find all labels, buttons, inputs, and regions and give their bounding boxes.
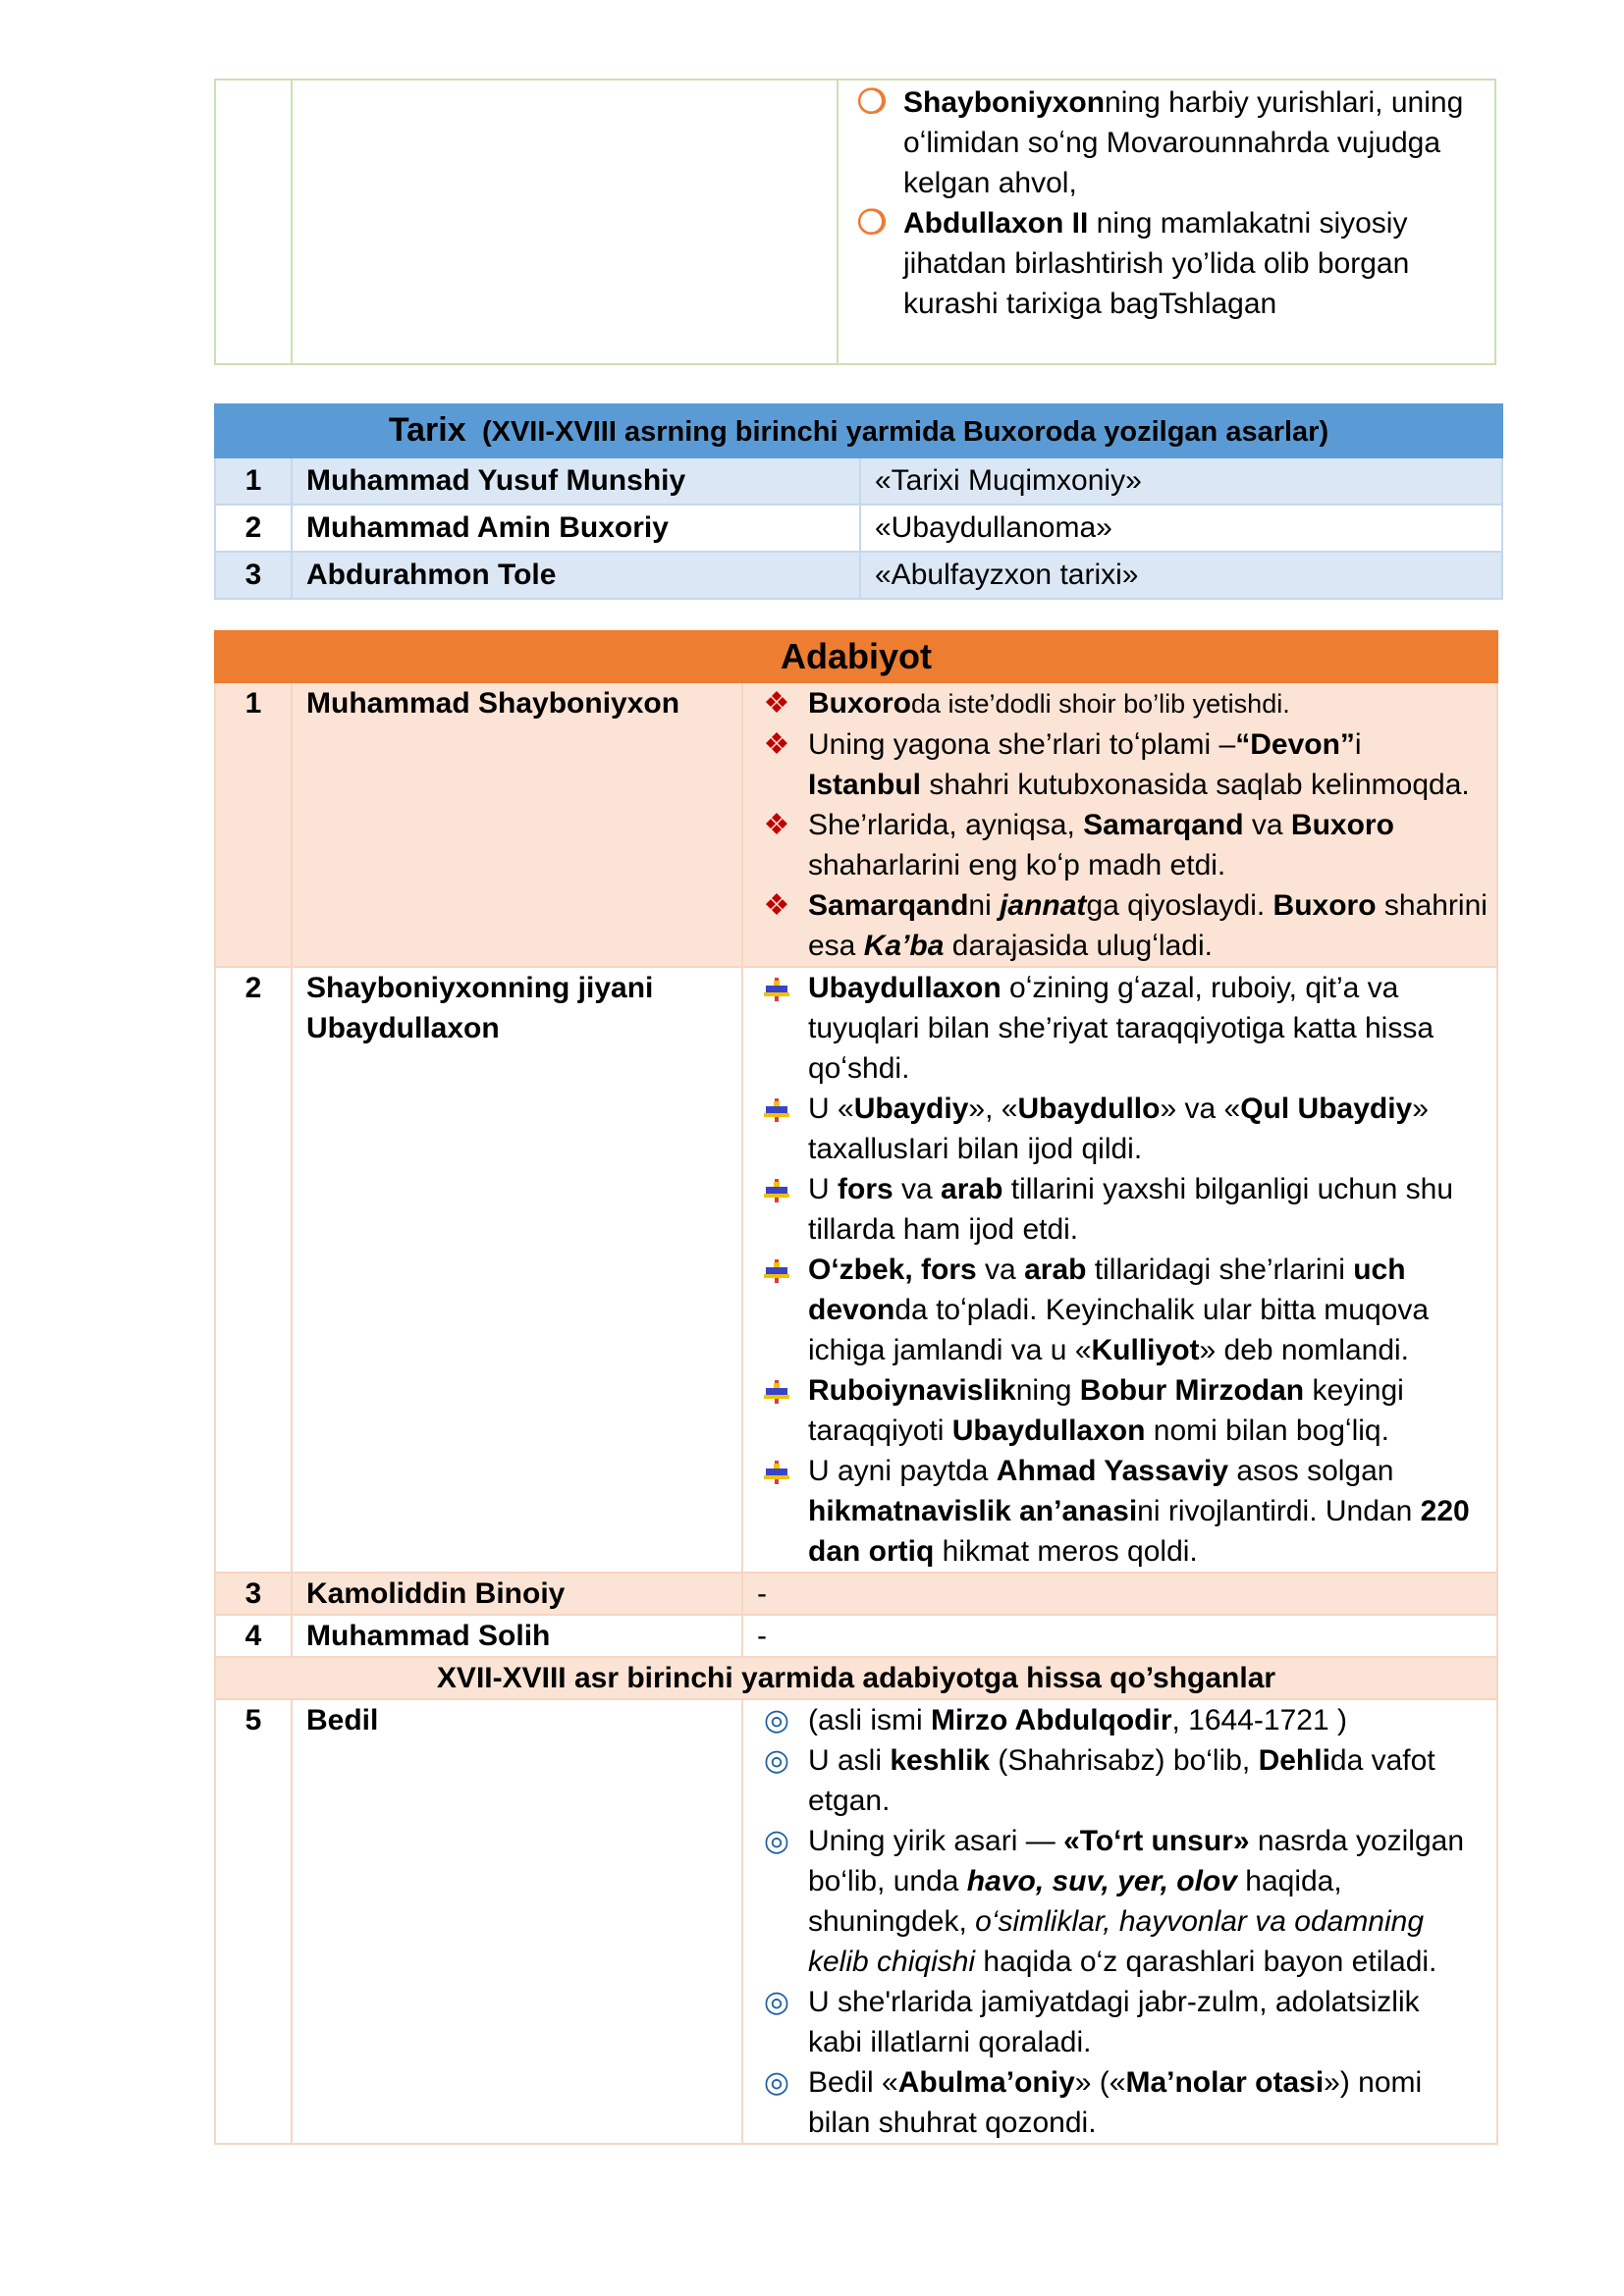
push-pin-bullet-icon — [757, 1089, 796, 1129]
text-run: asos solgan — [1228, 1455, 1394, 1487]
poet-name — [292, 682, 742, 967]
author-name: Muhammad Amin Buxoriy — [292, 505, 860, 552]
text-run: ning mamlakatni siyosiy — [1088, 207, 1408, 240]
content-cell — [742, 1615, 1497, 1657]
text-run: tillaridagi she’rlarini — [1086, 1254, 1354, 1286]
text-run: Samarqand — [808, 889, 969, 922]
text-run: i — [1354, 728, 1362, 761]
text-run: nomi bilan bogʻliq. — [1145, 1415, 1389, 1447]
item-text — [808, 809, 1394, 881]
item-text — [808, 728, 1470, 801]
text-run: shahri kutubxonasida saqlab kelinmoqda. — [921, 769, 1470, 801]
table-row — [215, 1699, 1497, 2144]
title-sub: (XVII-XVIII asrning birinchi yarmida Buxoroda yozilgan asarlar) — [481, 416, 1329, 448]
text-run: keshlik — [890, 1744, 991, 1777]
text-run: tuyuqlari bilan she’riyat taraqqiyotiga katta hissa — [808, 1012, 1435, 1044]
item-text — [808, 1254, 1429, 1366]
text-run: va — [976, 1254, 1025, 1286]
list-item — [743, 805, 1496, 885]
list-item — [743, 1169, 1496, 1250]
item-text — [808, 1093, 1429, 1165]
text-run: shahrini — [1376, 889, 1488, 922]
bullet-list — [839, 82, 1494, 324]
name-cell — [292, 80, 838, 364]
table-row — [215, 1615, 1497, 1657]
text-run: haqida o‘z qarashlari bayon etiladi. — [975, 1946, 1437, 1978]
circle-bullet-icon: ❍ — [856, 83, 888, 121]
poet-name — [292, 1699, 742, 2144]
text-run: fors — [838, 1173, 893, 1205]
ring-bullet-icon: ◎ — [763, 2066, 790, 2099]
item-text — [808, 889, 1488, 962]
table-title — [215, 404, 1502, 457]
text-run: 220 — [1420, 1495, 1470, 1527]
item-text — [808, 1744, 1435, 1817]
text-run: shaharlarini eng koʻp madh etdi. — [808, 849, 1226, 881]
text-run: dan ortiq — [808, 1535, 935, 1568]
content-cell — [742, 1573, 1497, 1615]
push-pin-bullet-icon — [757, 1169, 796, 1209]
text-run: » — [1412, 1093, 1429, 1125]
push-pin-bullet-icon — [757, 1250, 796, 1290]
text-run: Buxoro — [1272, 889, 1377, 922]
push-pin-bullet-icon — [757, 1451, 796, 1491]
adabiyot-table — [214, 630, 1498, 2145]
text-run: “Devon” — [1235, 728, 1355, 761]
text-run: devon — [808, 1294, 895, 1326]
ring-bullet-icon: ◎ — [763, 1986, 790, 2018]
text-run: da iste’dodli shoir bo’lib yetishdi. — [911, 689, 1290, 719]
text-run: Ma’nolar otasi — [1125, 2066, 1325, 2099]
list-item — [743, 1982, 1496, 2062]
text-run: jannat — [1000, 889, 1087, 922]
text-run: Ubaydullaxon — [951, 1415, 1146, 1447]
list-item — [743, 1451, 1496, 1572]
text-run: tillarini yaxshi bilganligi uchun shu — [1002, 1173, 1454, 1205]
item-text — [808, 1825, 1464, 1978]
text-run: ga qiyoslaydi. — [1086, 889, 1273, 922]
list-item — [743, 2062, 1496, 2143]
text-run: » deb nomlandi. — [1199, 1334, 1410, 1366]
text-run: hikmat meros qoldi. — [934, 1535, 1198, 1568]
text-run: Samarqand — [1083, 809, 1244, 841]
diamond-bullet-icon: ❖ — [763, 687, 790, 720]
ring-bullet-icon: ◎ — [763, 1704, 790, 1736]
text-run: Bobur Mirzodan — [1079, 1374, 1305, 1407]
text-run: haqida, — [1236, 1865, 1342, 1897]
text-run: O‘zbek, fors — [808, 1254, 977, 1286]
name-line: Kamoliddin Binoiy — [306, 1577, 566, 1610]
author-name: Abdurahmon Tole — [292, 552, 860, 599]
text-run: hikmatnavislik an’anasi — [808, 1495, 1138, 1527]
dash-text: - — [757, 1577, 767, 1610]
text-run: ni — [968, 889, 1001, 922]
work-title: «Ubaydullanoma» — [860, 505, 1502, 552]
text-run: shuningdek, — [808, 1905, 976, 1938]
text-run: jihatdan birlashtirish yo’lida olib borgan — [903, 247, 1410, 280]
name-line: Shayboniyxonning jiyani — [306, 972, 654, 1004]
text-run: ichiga jamlandi va u « — [808, 1334, 1092, 1366]
row-number: 1 — [215, 457, 292, 505]
text-run: oʻlimidan soʻng Movarounnahrda vujudga — [903, 127, 1441, 159]
text-run: Kulliyot — [1091, 1334, 1200, 1366]
item-text — [808, 1704, 1347, 1736]
text-run: etgan. — [808, 1785, 891, 1817]
bullet-list — [743, 1700, 1496, 2143]
text-run: bo‘lib, unda — [808, 1865, 967, 1897]
item-text — [808, 687, 1290, 720]
text-run: » va « — [1160, 1093, 1241, 1125]
row-number: 2 — [215, 967, 292, 1573]
subheader-text: XVII-XVIII asr birinchi yarmida adabiyotga hissa qo’shganlar — [215, 1657, 1497, 1699]
content-cell — [742, 967, 1497, 1573]
number-cell — [215, 80, 292, 364]
text-run: Ahmad Yassaviy — [996, 1455, 1229, 1487]
text-run: U ayni paytda — [808, 1455, 997, 1487]
text-run: Buxoro — [808, 687, 911, 720]
diamond-bullet-icon: ❖ — [763, 809, 790, 841]
text-run: Abdullaxon II — [903, 207, 1089, 240]
text-run: (Shahrisabz) bo‘lib, — [990, 1744, 1259, 1777]
title-main: Tarix — [388, 411, 466, 449]
text-run: Qul Ubaydiy — [1240, 1093, 1413, 1125]
text-run: Abulma’oniy — [897, 2066, 1075, 2099]
item-text — [808, 1374, 1404, 1447]
text-run: » (« — [1074, 2066, 1126, 2099]
poet-name — [292, 1615, 742, 1657]
text-run: va — [1243, 809, 1291, 841]
text-run: nasrda yozilgan — [1249, 1825, 1465, 1857]
text-run: esa — [808, 930, 864, 962]
text-run: ning harbiy yurishlari, uning — [1105, 86, 1464, 119]
list-item — [743, 968, 1496, 1089]
text-run: havo, suv, yer, olov — [966, 1865, 1237, 1897]
list-item — [743, 1250, 1496, 1370]
text-run: Ka’ba — [863, 930, 945, 962]
text-run: (asli ismi — [808, 1704, 931, 1736]
circle-bullet-icon: ❍ — [856, 204, 888, 241]
text-run: Ubaydiy — [853, 1093, 969, 1125]
text-run: tillarda ham ijod etdi. — [808, 1213, 1079, 1246]
dash-text: - — [757, 1620, 767, 1652]
subheader-row — [215, 1657, 1497, 1699]
text-run: Shayboniyxon — [903, 86, 1106, 119]
text-run: bilan shuhrat qozondi. — [808, 2107, 1097, 2139]
table-header — [215, 631, 1497, 682]
text-run: keyingi — [1304, 1374, 1404, 1407]
list-item — [839, 203, 1494, 324]
text-run: kelgan ahvol, — [903, 167, 1077, 199]
list-item — [839, 82, 1494, 203]
text-run: «To‘rt unsur» — [1063, 1825, 1250, 1857]
text-run: ») nomi — [1324, 2066, 1423, 2099]
work-title: «Tarixi Muqimxoniy» — [860, 457, 1502, 505]
text-run: taxallusIari bilan ijod qildi. — [808, 1133, 1143, 1165]
table-row — [215, 80, 1495, 364]
text-run: o‘simliklar, hayvonlar va odamning — [975, 1905, 1425, 1938]
table-row — [215, 1573, 1497, 1615]
text-run: taraqqiyoti — [808, 1415, 952, 1447]
row-number: 5 — [215, 1699, 292, 2144]
poet-name — [292, 967, 742, 1573]
text-run: Dehli — [1258, 1744, 1330, 1777]
item-text — [808, 1455, 1470, 1568]
item-text — [903, 86, 1463, 199]
push-pin-bullet-icon — [757, 968, 796, 1008]
content-cell — [742, 682, 1497, 967]
table-title: Adabiyot — [215, 631, 1497, 682]
text-run: kurashi tarixiga bagTshlagan — [903, 288, 1277, 320]
ring-bullet-icon: ◎ — [763, 1825, 790, 1857]
text-run: Ruboiynavislik — [808, 1374, 1016, 1407]
item-text — [808, 2066, 1422, 2139]
text-run: va — [893, 1173, 942, 1205]
text-run: Buxoro — [1290, 809, 1394, 841]
text-run: Ubaydullo — [1017, 1093, 1161, 1125]
diamond-bullet-icon: ❖ — [763, 889, 790, 922]
list-item — [743, 724, 1496, 805]
text-run: U asli — [808, 1744, 891, 1777]
poet-name — [292, 1573, 742, 1615]
text-run: U she'rlarida jamiyatdagi jabr-zulm, adolatsizlik — [808, 1986, 1420, 2018]
item-text — [808, 1173, 1453, 1246]
text-run: uch — [1353, 1254, 1406, 1286]
name-line: Muhammad Shayboniyxon — [306, 687, 680, 720]
bullet-list — [743, 968, 1496, 1572]
row-number: 3 — [215, 552, 292, 599]
list-item — [743, 1089, 1496, 1169]
content-cell — [838, 80, 1495, 364]
row-number: 4 — [215, 1615, 292, 1657]
text-run: arab — [941, 1173, 1003, 1205]
text-run: U — [808, 1173, 838, 1205]
item-text — [808, 972, 1434, 1085]
list-item — [743, 683, 1496, 724]
item-text — [808, 1986, 1420, 2058]
diamond-bullet-icon: ❖ — [763, 728, 790, 761]
bullet-list — [743, 683, 1496, 966]
text-run: Bedil « — [808, 2066, 898, 2099]
text-run: ni rivojlantirdi. Undan — [1137, 1495, 1421, 1527]
text-run: arab — [1024, 1254, 1087, 1286]
text-run: Mirzo Abdulqodir — [931, 1704, 1172, 1736]
table-row — [215, 552, 1502, 599]
text-run: da toʻpladi. Keyinchalik ular bitta muqova — [894, 1294, 1430, 1326]
text-run: ning — [1015, 1374, 1080, 1407]
text-run: U « — [808, 1093, 854, 1125]
tarix-table — [214, 403, 1503, 600]
table-row — [215, 457, 1502, 505]
item-text — [903, 207, 1409, 320]
continuation-table — [214, 79, 1496, 365]
text-run: », « — [968, 1093, 1018, 1125]
list-item — [743, 1740, 1496, 1821]
text-run: darajasida ulugʻladi. — [944, 930, 1213, 962]
author-name: Muhammad Yusuf Munshiy — [292, 457, 860, 505]
ring-bullet-icon: ◎ — [763, 1744, 790, 1777]
table-row — [215, 505, 1502, 552]
text-run: , 1644-1721 ) — [1171, 1704, 1347, 1736]
text-run: Uning yagona she’rlari toʻplami – — [808, 728, 1236, 761]
row-number: 1 — [215, 682, 292, 967]
list-item — [743, 885, 1496, 966]
name-line: Ubaydullaxon — [306, 1012, 500, 1044]
text-run: da vafot — [1329, 1744, 1435, 1777]
text-run: Uning yirik asari — — [808, 1825, 1064, 1857]
row-number: 3 — [215, 1573, 292, 1615]
text-run: kelib chiqishi — [808, 1946, 976, 1978]
row-number: 2 — [215, 505, 292, 552]
text-run: Istanbul — [808, 769, 922, 801]
text-run: Ubaydullaxon — [808, 972, 1001, 1004]
text-run: kabi illatlarni qoraladi. — [808, 2026, 1092, 2058]
list-item — [743, 1700, 1496, 1740]
table-row — [215, 682, 1497, 967]
table-header — [215, 404, 1502, 457]
list-item — [743, 1821, 1496, 1982]
list-item — [743, 1370, 1496, 1451]
work-title: «Abulfayzxon tarixi» — [860, 552, 1502, 599]
text-run: oʻzining gʻazal, ruboiy, qit’a va — [1001, 972, 1399, 1004]
push-pin-bullet-icon — [757, 1370, 796, 1411]
table-row — [215, 967, 1497, 1573]
name-line: Bedil — [306, 1704, 379, 1736]
text-run: She’rlarida, ayniqsa, — [808, 809, 1084, 841]
text-run: qoʻshdi. — [808, 1052, 910, 1085]
content-cell — [742, 1699, 1497, 2144]
name-line: Muhammad Solih — [306, 1620, 551, 1652]
